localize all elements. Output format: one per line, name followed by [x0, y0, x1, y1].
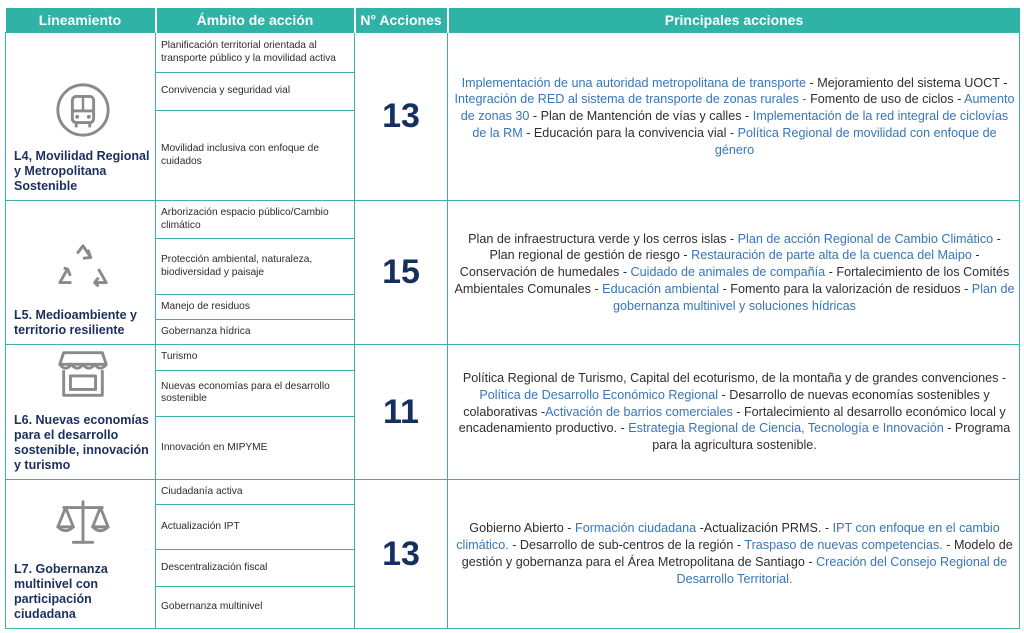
- header-principales-acciones: Principales acciones: [448, 8, 1020, 33]
- action-segment: - Desarrollo de sub-centros de la región -: [508, 538, 745, 553]
- ambito-cell: Manejo de residuos: [156, 295, 355, 320]
- lines-table: [5, 8, 1020, 629]
- ambito-cell: Actualización IPT: [156, 505, 355, 550]
- ambito-cell: Planificación territorial orientada al transporte público y la movilidad activa: [156, 33, 355, 73]
- scales-icon: [54, 494, 112, 552]
- action-segment: Plan de gobernanza multinivel y soluciones hídricas: [613, 281, 1015, 313]
- actions-count: 13: [355, 480, 448, 629]
- table-row: [6, 480, 1020, 505]
- action-segment: Restauración de parte alta de la cuenca del Maipo: [691, 248, 972, 263]
- table-header-row: [6, 8, 1020, 33]
- header-n-acciones: N° Acciones: [355, 8, 448, 33]
- action-segment: - Fortalecimiento de los Comités Ambientales Comunales -: [454, 265, 1010, 296]
- ambito-cell: Ciudadanía activa: [156, 480, 355, 505]
- action-segment: Política Regional de movilidad con enfoque de género: [714, 125, 997, 157]
- action-segment: Cuidado de animales de compañía: [630, 265, 826, 280]
- line-title: L4, Movilidad Regional y Metropolitana Sostenible: [14, 149, 150, 193]
- ambito-cell: Convivencia y seguridad vial: [156, 73, 355, 111]
- actions-text: [448, 33, 1020, 201]
- ambito-cell: Turismo: [156, 345, 355, 371]
- action-segment: Estrategia Regional de Ciencia, Tecnología e Innovación: [628, 421, 944, 436]
- actions-count: 13: [355, 33, 448, 201]
- ambito-cell: Arborización espacio público/Cambio climático: [156, 201, 355, 239]
- ambito-cell: Innovación en MIPYME: [156, 416, 355, 479]
- action-segment: Educación ambiental: [602, 281, 720, 296]
- action-segment: Gobierno Abierto -: [469, 521, 575, 536]
- action-segment: - Mejoramiento del sistema UOCT -: [806, 75, 1008, 90]
- action-segment: -Actualización PRMS. -: [696, 521, 833, 536]
- action-segment: - Fortalecimiento al desarrollo económico local y encadenamiento productivo. -: [458, 404, 1006, 436]
- header-ambito: Ámbito de acción: [156, 8, 355, 33]
- action-segment: Implementación de la red integral de ciclovías de la RM: [472, 109, 1009, 140]
- line-cell: [6, 345, 156, 480]
- recycle-icon: [54, 240, 112, 298]
- line-cell: [6, 201, 156, 345]
- header-lineamiento: Lineamiento: [6, 8, 156, 33]
- actions-count: 11: [355, 345, 448, 480]
- table-row: [6, 33, 1020, 73]
- action-segment: Traspaso de nuevas competencias.: [744, 538, 943, 553]
- action-segment: Aumento de zonas 30: [460, 92, 1015, 124]
- line-title: L7. Gobernanza multinivel con participación ciudadana: [14, 562, 108, 621]
- action-segment: - Plan regional de gestión de riesgo -: [489, 231, 1001, 263]
- line-title: L5. Medioambiente y territorio resiliente: [14, 308, 137, 337]
- ambito-cell: Movilidad inclusiva con enfoque de cuidados: [156, 111, 355, 201]
- ambito-cell: Protección ambiental, naturaleza, biodiversidad y paisaje: [156, 239, 355, 295]
- actions-text: [448, 201, 1020, 345]
- action-segment: Plan de acción Regional de Cambio Climático: [737, 231, 994, 246]
- action-segment: Creación del Consejo Regional de Desarrollo Territorial.: [676, 555, 1008, 586]
- action-segment: - Modelo de gestión y gobernanza para el Área Metropolitana de Santiago -: [461, 538, 1013, 569]
- action-segment: - Conservación de humedales -: [459, 248, 980, 280]
- action-segment: - Plan de Mantención de vías y calles -: [529, 109, 753, 124]
- action-segment: IPT con enfoque en el cambio climático.: [456, 521, 1000, 553]
- ambito-cell: Gobernanza multinivel: [156, 587, 355, 629]
- action-segment: - Programa para la agricultura sostenible.: [652, 421, 1011, 453]
- action-segment: - Fomento para la valorización de residuos -: [719, 281, 972, 296]
- action-segment: Implementación de una autoridad metropolitana de transporte: [461, 75, 807, 90]
- action-segment: - Desarrollo de nuevas economías sostenibles y colaborativas -: [463, 387, 990, 419]
- line-cell: [6, 33, 156, 201]
- action-segment: Política de Desarrollo Económico Regional: [479, 387, 719, 402]
- action-segment: Política Regional de Turismo, Capital del ecoturismo, de la montaña y de grandes convenciones -: [462, 371, 1007, 385]
- actions-text: [448, 345, 1020, 480]
- actions-count: 15: [355, 201, 448, 345]
- action-segment: Plan de infraestructura verde y los cerros islas -: [468, 231, 738, 246]
- storefront-icon: [54, 345, 112, 403]
- line-title: L6. Nuevas economías para el desarrollo sostenible, innovación y turismo: [14, 413, 149, 472]
- action-segment: Fomento de uso de ciclos -: [810, 92, 965, 107]
- bus-icon: [54, 81, 112, 139]
- actions-text: [448, 480, 1020, 629]
- action-segment: Formación ciudadana: [575, 521, 697, 536]
- ambito-cell: Descentralización fiscal: [156, 550, 355, 587]
- action-segment: - Educación para la convivencia vial -: [522, 125, 738, 140]
- ambito-cell: Nuevas economías para el desarrollo sostenible: [156, 370, 355, 416]
- line-cell: [6, 480, 156, 629]
- action-segment: Activación de barrios comerciales: [545, 404, 733, 419]
- action-segment: Integración de RED al sistema de transporte de zonas rurales -: [454, 92, 811, 107]
- ambito-cell: Gobernanza hídrica: [156, 320, 355, 345]
- table-row: [6, 201, 1020, 239]
- table-row: [6, 345, 1020, 371]
